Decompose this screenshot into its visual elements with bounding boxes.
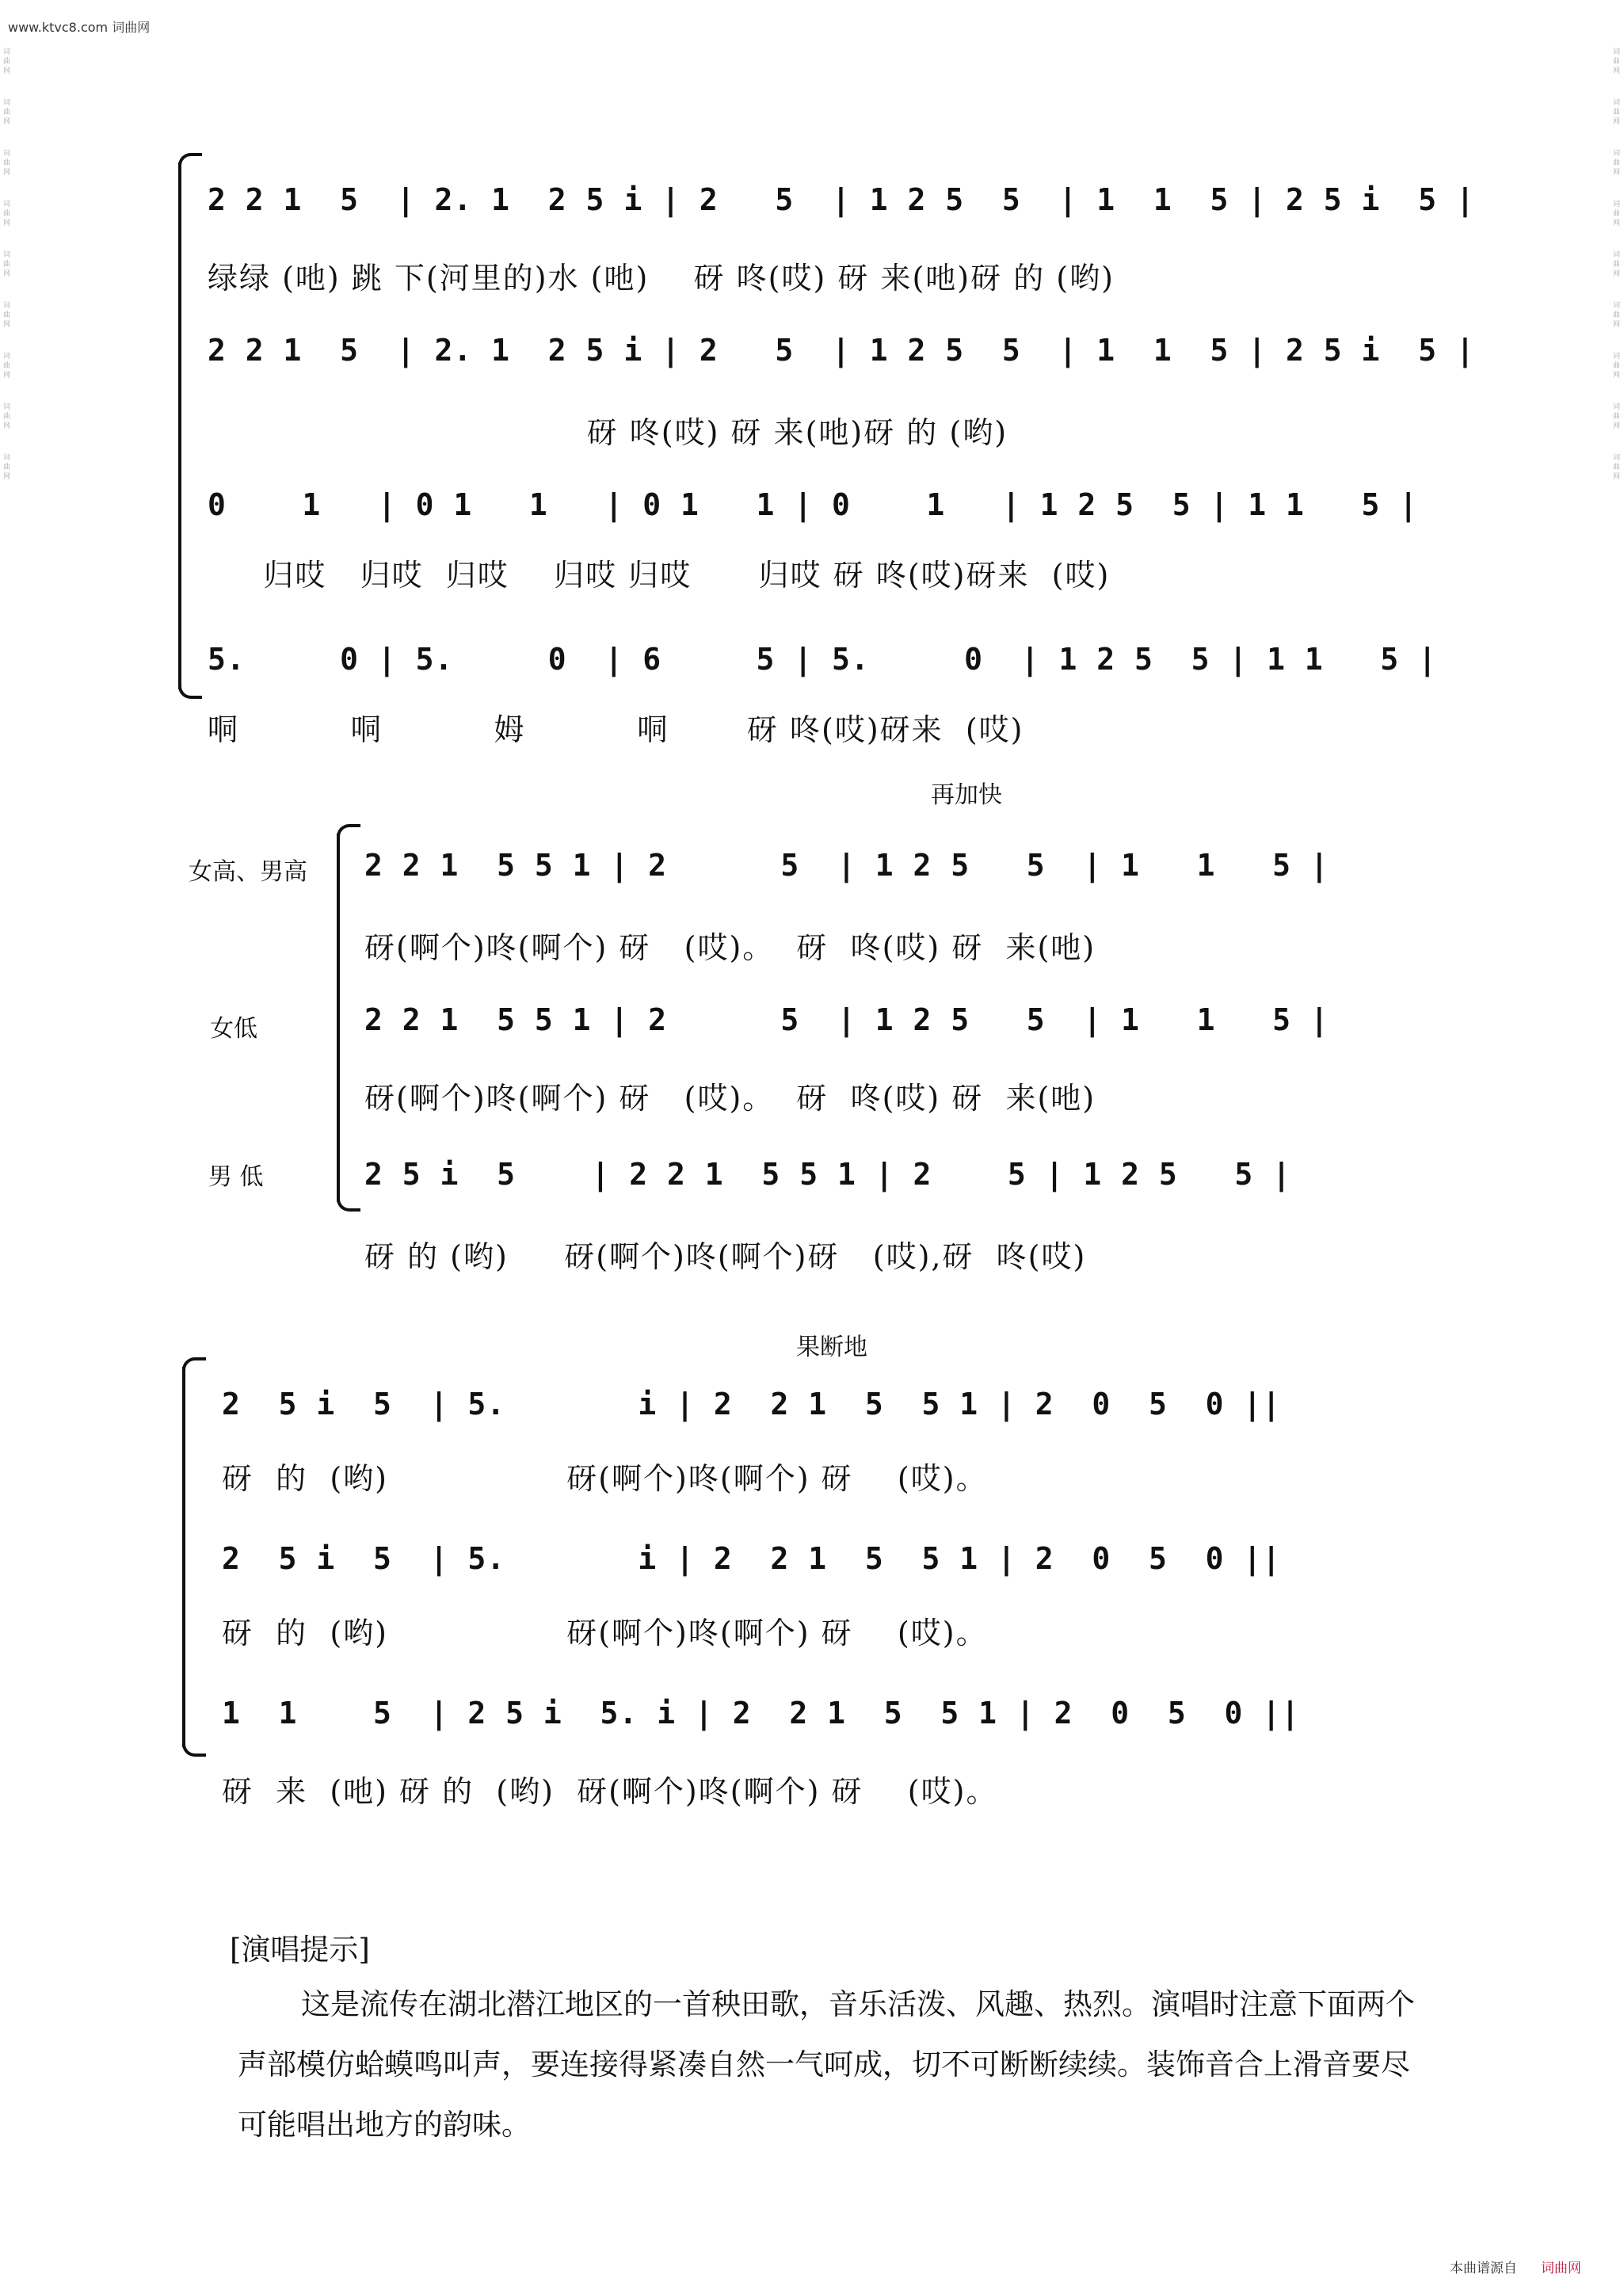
system-1-row-1-notes: 2 2 1 5 | 2. 1 2 5 i | 2 5 | 1 2 5 5 | 1 1 5 | 2 5 i 5 | (208, 182, 1475, 217)
voice-label-bass: 男 低 (208, 1163, 264, 1191)
system-1-row-3-notes: 0 1 | 0 1 1 | 0 1 1 | 0 1 | 1 2 5 5 | 1 1 5 | (208, 487, 1419, 522)
voice-label-alto: 女低 (210, 1015, 257, 1043)
voice-label-soprano-tenor: 女高、男高 (189, 858, 307, 886)
system-3-row-3-lyrics: 砑 来 (吔) 砑 的 (哟) 砑(啊个)咚(啊个) 砑 (哎)。 (222, 1774, 998, 1809)
system-2-bracket (337, 834, 340, 1202)
system-3-row-3-notes: 1 1 5 | 2 5 i 5. i | 2 2 1 5 5 1 | 2 0 5 0 || (222, 1696, 1301, 1731)
system-2-row-1-lyrics: 砑(啊个)咚(啊个) 砑 (哎)。 砑 咚(哎) 砑 来(吔) (364, 930, 1096, 965)
tempo-marking-decisive: 果断地 (796, 1334, 867, 1361)
system-2-row-3-lyrics: 砑 的 (哟) 砑(啊个)咚(啊个)砑 (哎),砑 咚(哎) (364, 1239, 1087, 1274)
performance-notes-title: [演唱提示] (230, 1933, 370, 1967)
left-watermark-strip: 词曲网 词曲网 词曲网 词曲网 词曲网 词曲网 词曲网 词曲网 词曲网 (3, 48, 11, 481)
site-header: www.ktvc8.com 词曲网 (8, 20, 151, 35)
system-3-row-1-lyrics: 砑 的 (哟) 砑(啊个)咚(啊个) 砑 (哎)。 (222, 1461, 988, 1496)
system-2-row-1-notes: 2 2 1 5 5 1 | 2 5 | 1 2 5 5 | 1 1 5 | (364, 848, 1329, 883)
system-2-row-3-notes: 2 5 i 5 | 2 2 1 5 5 1 | 2 5 | 1 2 5 5 | (364, 1157, 1292, 1192)
system-1-bracket (178, 162, 181, 689)
system-1-row-4-notes: 5. 0 | 5. 0 | 6 5 | 5. 0 | 1 2 5 5 | 1 1 5 | (208, 642, 1438, 677)
system-3-row-1-notes: 2 5 i 5 | 5. i | 2 2 1 5 5 1 | 2 0 5 0 || (222, 1387, 1282, 1421)
right-watermark-strip: 词曲网 词曲网 词曲网 词曲网 词曲网 词曲网 词曲网 词曲网 词曲网 (1613, 48, 1621, 481)
performance-notes-body: 这是流传在湖北潜江地区的一首秧田歌，音乐活泼、风趣、热烈。演唱时注意下面两个声部模仿蛤蟆鸣叫声，要连接得紧凑自然一气呵成，切不可断断续续。装饰音合上滑音要尽可能唱出地方的韵味。 (238, 1987, 1415, 2142)
page-footer (1450, 2257, 1581, 2276)
footer-site-logo: 词曲网 (1541, 2261, 1581, 2276)
system-1-row-4-lyrics: 哃 哃 姆 哃 砑 咚(哎)砑来 (哎) (208, 712, 1024, 747)
tempo-marking-faster: 再加快 (931, 781, 1002, 809)
system-2-row-2-notes: 2 2 1 5 5 1 | 2 5 | 1 2 5 5 | 1 1 5 | (364, 1002, 1329, 1037)
system-1-row-3-lyrics: 归哎 归哎 归哎 归哎 归哎 归哎 砑 咚(哎)砑来 (哎) (208, 558, 1111, 593)
system-2-row-2-lyrics: 砑(啊个)咚(啊个) 砑 (哎)。 砑 咚(哎) 砑 来(吔) (364, 1081, 1096, 1116)
system-1-row-2-lyrics: 砑 咚(哎) 砑 来(吔)砑 的 (哟) (208, 415, 1008, 450)
system-1-row-1-lyrics: 绿绿 (吔) 跳 下(河里的)水 (吔) 砑 咚(哎) 砑 来(吔)砑 的 (哟) (208, 261, 1115, 296)
system-1-row-2-notes: 2 2 1 5 | 2. 1 2 5 i | 2 5 | 1 2 5 5 | 1 1 5 | 2 5 i 5 | (208, 333, 1475, 368)
system-3-bracket (182, 1367, 185, 1747)
footer-source-label: 本曲谱源自 (1450, 2261, 1517, 2276)
system-3-row-2-lyrics: 砑 的 (哟) 砑(啊个)咚(啊个) 砑 (哎)。 (222, 1616, 988, 1650)
system-3-row-2-notes: 2 5 i 5 | 5. i | 2 2 1 5 5 1 | 2 0 5 0 || (222, 1541, 1282, 1576)
